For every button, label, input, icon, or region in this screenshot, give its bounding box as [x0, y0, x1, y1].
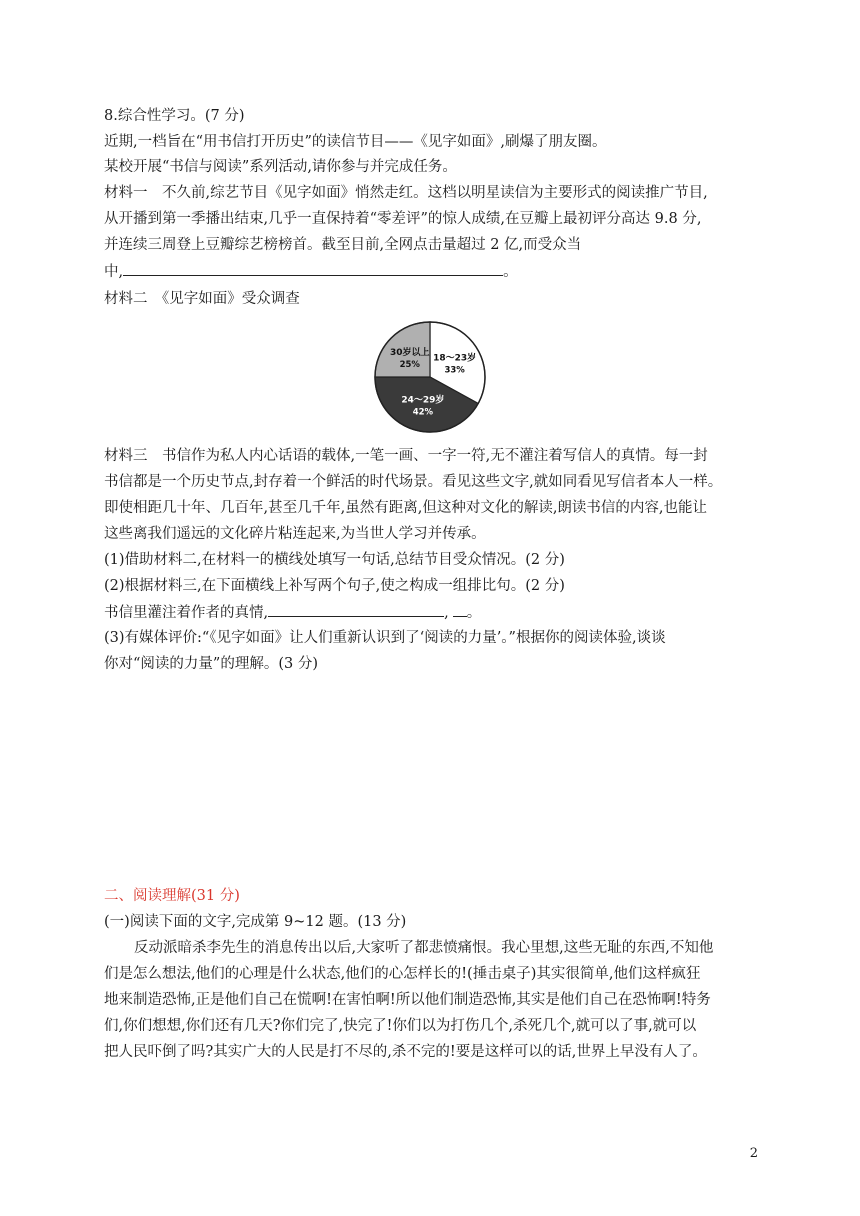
sub-question-3-line-2: 你对“阅读的力量”的理解。(3 分) [104, 656, 318, 672]
passage-line: 们,你们想想,你们还有几天?你们完了,快完了!你们以为打伤几个,杀死几个,就可以了事,就可以 [104, 1018, 697, 1034]
material2-title: 材料二 《见字如面》受众调查 [104, 291, 300, 307]
passage-line: 地来制造恐怖,正是他们自己在慌啊!在害怕啊!所以他们制造恐怖,其实是他们自己在恐怖啊!特务 [104, 992, 711, 1008]
answer-blank-2[interactable] [268, 602, 444, 617]
sub-question-2: (2)根据材料三,在下面横线上补写两个句子,使之构成一组排比句。(2 分) [104, 578, 565, 594]
material3-line-2: 书信都是一个历史节点,封存着一个鲜活的时代场景。看见这些文字,就如同看见写信者本人一样。 [104, 474, 723, 490]
pie-slice-value: 42% [412, 407, 434, 418]
material1-line-2: 从开播到第一季播出结束,几乎一直保持着“零差评”的惊人成绩,在豆瓣上最初评分高达 9.8 分, [104, 211, 702, 227]
material3-line-3: 即使相距几十年、几百年,甚至几千年,虽然有距离,但这种对文化的解读,朗读书信的内容,也能让 [104, 500, 708, 516]
question-title: 8.综合性学习。(7 分) [104, 108, 245, 124]
answer-blank-3[interactable] [453, 602, 467, 617]
material3-line-4: 这些离我们遥远的文化碎片粘连起来,为当世人学习并传承。 [104, 526, 486, 542]
passage-line: 们是怎么想法,他们的心理是什么状态,他们的心怎样长的!(捶击桌子)其实很简单,他们这样疯狂 [104, 966, 701, 982]
pie-slice-label: 30岁以上 [390, 347, 430, 358]
intro-line-1: 近期,一档旨在“用书信打开历史”的读信节目——《见字如面》,刷爆了朋友圈。 [104, 134, 607, 150]
pie-slice-value: 33% [444, 365, 465, 376]
answer-blank-1[interactable] [123, 261, 503, 276]
sub2-suffix: 。 [466, 605, 482, 621]
pie-slice-value: 25% [399, 359, 420, 370]
part1-title: (一)阅读下面的文字,完成第 9~12 题。(13 分) [104, 914, 407, 930]
page-number: 2 [749, 1146, 758, 1161]
material3-line-1: 材料三 书信作为私人内心话语的载体,一笔一画、一字一符,无不灌注着写信人的真情。每一封 [104, 448, 708, 464]
passage-line: 反动派暗杀李先生的消息传出以后,大家听了都悲愤痛恨。我心里想,这些无耻的东西,不知他 [134, 940, 714, 956]
sub2-mid: , [444, 605, 449, 621]
audience-pie-chart [373, 320, 487, 434]
sub-question-2-answer-line [104, 602, 481, 623]
material1-line-4-suffix: 。 [503, 264, 518, 280]
pie-slice-label: 24～29岁 [401, 395, 445, 406]
sub-question-1: (1)借助材料二,在材料一的横线处填写一句话,总结节目受众情况。(2 分) [104, 552, 565, 568]
intro-line-2: 某校开展“书信与阅读”系列活动,请你参与并完成任务。 [104, 159, 457, 175]
material1-line-4 [104, 261, 518, 282]
material1-line-4-prefix: 中, [104, 264, 124, 280]
pie-slice-label: 18～23岁 [433, 353, 477, 364]
passage-line: 把人民吓倒了吗?其实广大的人民是打不尽的,杀不完的!要是这样可以的话,世界上早没有人了。 [104, 1044, 707, 1060]
material1-line-1: 材料一 不久前,综艺节目《见字如面》悄然走红。这档以明星读信为主要形式的阅读推广节目, [104, 185, 708, 201]
sub-question-3-line-1: (3)有媒体评价:“《见字如面》让人们重新认识到了‘阅读的力量’。”根据你的阅读体验,谈谈 [104, 630, 666, 646]
section-heading: 二、阅读理解(31 分) [104, 888, 240, 904]
material1-line-3: 并连续三周登上豆瓣综艺榜榜首。截至目前,全网点击量超过 2 亿,而受众当 [104, 237, 582, 253]
sub2-prefix: 书信里灌注着作者的真情, [104, 605, 269, 621]
